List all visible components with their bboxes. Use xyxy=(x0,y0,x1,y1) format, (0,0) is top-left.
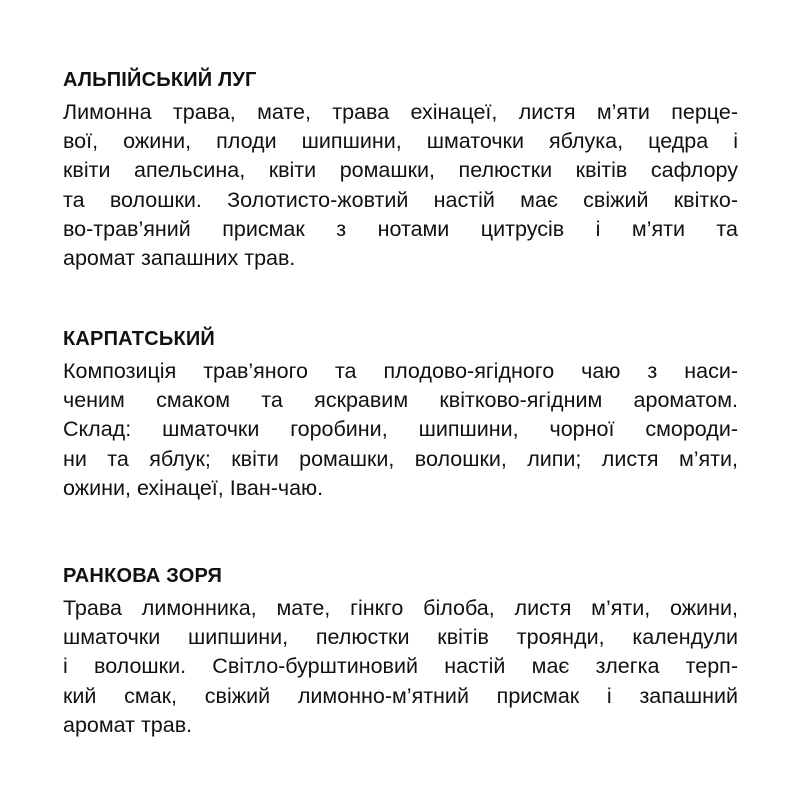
section-description xyxy=(63,98,738,273)
description-line: квіти апельсина, квіти ромашки, пелюстки квітів сафлору xyxy=(63,158,738,183)
section-title: КАРПАТСЬКИЙ xyxy=(63,328,216,350)
description-line: аромат запашних трав. xyxy=(63,246,296,271)
description-line: і волошки. Світло-бурштиновий настій має злегка терп- xyxy=(63,654,738,679)
description-line: Лимонна трава, мате, трава ехінацеї, листя м’яти перце- xyxy=(63,100,738,124)
description-line: та волошки. Золотисто-жовтий настій має свіжий квітко- xyxy=(63,187,738,212)
section-title: АЛЬПІЙСЬКИЙ ЛУГ xyxy=(63,69,257,91)
tea-section-carpathian xyxy=(63,325,738,503)
description-line: Композиція трав’яного та плодово-ягідного чаю з наси- xyxy=(63,359,738,383)
description-line: шматочки шипшини, пелюстки квітів троянди, календули xyxy=(63,625,738,650)
description-line: ожини, ехінацеї, Іван-чаю. xyxy=(63,475,324,500)
description-line: Склад: шматочки горобини, шипшини, чорної смороди- xyxy=(63,417,738,442)
section-title: РАНКОВА ЗОРЯ xyxy=(63,565,223,587)
section-description xyxy=(63,357,738,503)
description-line: кий смак, свіжий лимонно-м’ятний присмак і запашний xyxy=(63,683,738,708)
description-line: Трава лимонника, мате, гінкго білоба, листя м’яти, ожини, xyxy=(63,596,738,620)
description-line: ни та яблук; квіти ромашки, волошки, липи; листя м’яти, xyxy=(63,446,738,471)
description-line: вої, ожини, плоди шипшини, шматочки яблука, цедра і xyxy=(63,129,738,154)
section-description xyxy=(63,594,738,740)
description-line: во-трав’яний присмак з нотами цитрусів і м’яти та xyxy=(63,216,738,241)
tea-section-morning-dawn xyxy=(63,562,738,740)
description-line: аромат трав. xyxy=(63,712,193,737)
tea-section-alpine-meadow xyxy=(63,66,738,273)
description-line: ченим смаком та яскравим квітково-ягідним ароматом. xyxy=(63,388,738,413)
